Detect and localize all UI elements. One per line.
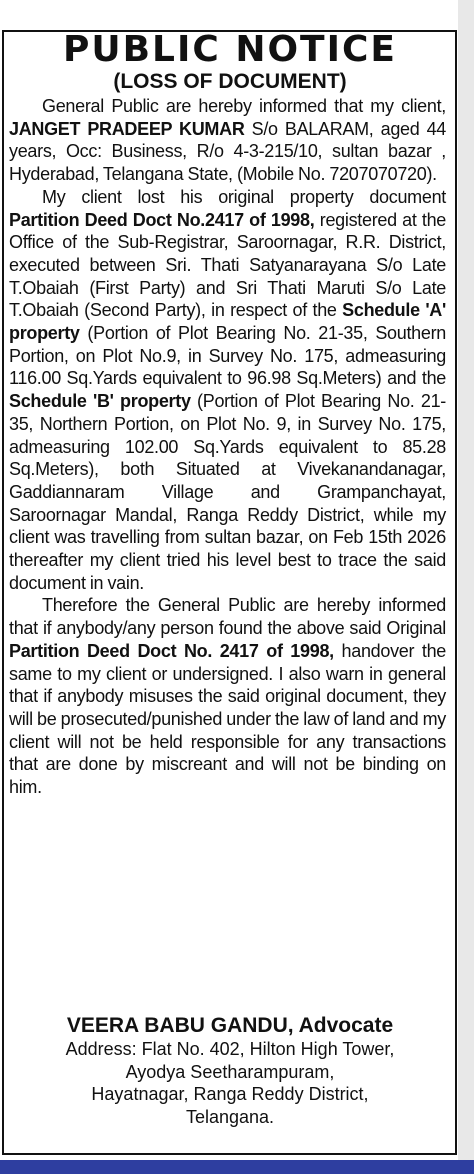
- paragraph-3: Therefore the General Public are hereby informed that if anybody/any person found the above said Original Partition Deed Doct No. 2417 of 1998, handover the same to my client or undersigned. I also warn in general that if anybody misuses the said original document, they will be prosecuted/punished under the law of land and my client will not be held responsible for any transactions that are done by miscreant and will not be binding on him.: [9, 595, 446, 798]
- notice-subtitle: (LOSS OF DOCUMENT): [113, 70, 347, 93]
- address-line: Ayodya Seetharampuram,: [125, 1061, 335, 1082]
- notice-body: [9, 95, 446, 799]
- paragraph-2: My client lost his original property document Partition Deed Doct No.2417 of 1998, registered at the Office of the Sub-Registrar, Saroornagar, R.R. District, executed between Sri. Thati Satyanarayana S/o Late T.Obaiah (First Party) and Sri Thati Maruti S/o Late T.Obaiah (Second Party), in respect of the Schedule 'A' property (Portion of Plot Bearing No. 21-35, Southern Portion, on Plot No.9, in Survey No. 175, admeasuring 116.00 Sq.Yards equivalent to 96.98 Sq.Meters) and the Schedule 'B' property (Portion of Plot Bearing No. 21-35, Northern Portion, on Plot No. 9, in Survey No. 175, admeasuring 102.00 Sq.Yards equivalent to 85.28 Sq.Meters), both Situated at Vivekanandanagar, Gaddiannaram Village and Grampanchayat, Saroornagar Mandal, Ranga Reddy District, while my client was travelling from sultan bazar, on Feb 15th 2026 thereafter my client tried his level best to trace the said document in vain.: [9, 186, 446, 593]
- deed-reference: Partition Deed Doct No.2417 of 1998,: [9, 209, 315, 230]
- advocate-name: VEERA BABU GANDU, Advocate: [66, 1014, 394, 1037]
- address-line: Hayatnagar, Ranga Reddy District,: [91, 1084, 369, 1105]
- border-right: [455, 30, 457, 1155]
- border-left: [2, 30, 4, 1155]
- border-bottom: [2, 1153, 457, 1155]
- signature-block: [6, 1014, 454, 1129]
- notice-title: PUBLIC NOTICE: [62, 29, 398, 70]
- schedule-a-label: Schedule 'A' property: [9, 300, 446, 344]
- address-line: Telangana.: [185, 1107, 275, 1128]
- deed-reference-2: Partition Deed Doct No. 2417 of 1998,: [9, 640, 334, 661]
- client-name: JANGET PRADEEP KUMAR: [9, 118, 245, 139]
- bottom-color-bar: [0, 1160, 474, 1174]
- page-margin: [458, 0, 474, 1174]
- paragraph-1: General Public are hereby informed that my client, JANGET PRADEEP KUMAR S/o BALARAM, aged 44 years, Occ: Business, R/o 4-3-215/10, sultan bazar , Hyderabad, Telangana State, (Mobile No. 7207070720).: [9, 96, 446, 185]
- advocate-address: [6, 1038, 454, 1129]
- address-line: Address: Flat No. 402, Hilton High Tower,: [65, 1039, 395, 1059]
- schedule-b-label: Schedule 'B' property: [9, 391, 191, 412]
